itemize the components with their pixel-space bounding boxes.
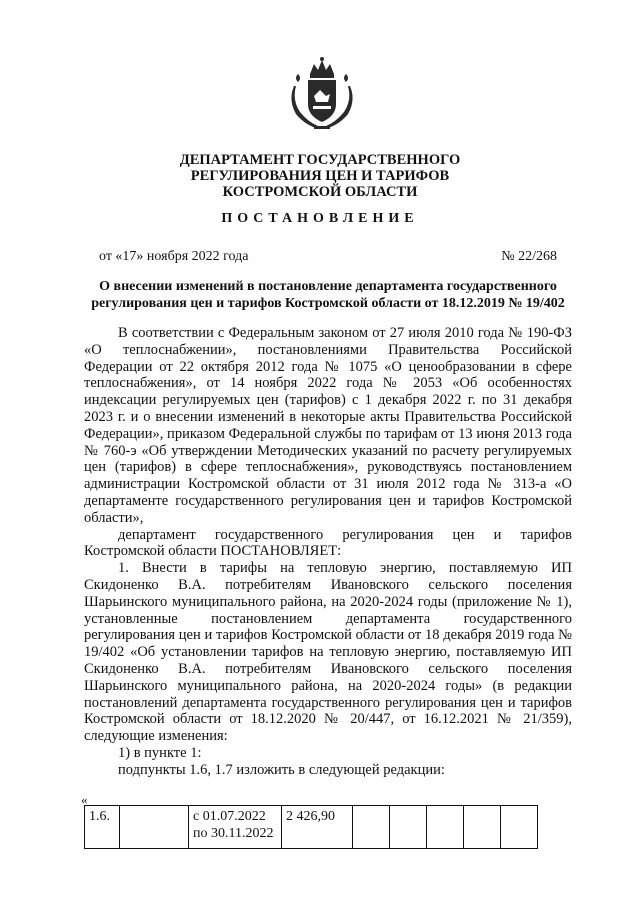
table-cell-empty — [120, 806, 189, 849]
body-paragraph-subitems-text: подпункты 1.6, 1.7 изложить в следующей редакции: — [118, 761, 445, 778]
body-paragraph-resolves: департамент государственного регулирования цен и тарифов Костромской области ПОСТАНОВЛЯЕТ: — [84, 526, 572, 560]
period-to: по 30.11.2022 — [193, 826, 274, 841]
table-cell-empty — [464, 806, 501, 849]
table-cell-empty — [390, 806, 427, 849]
department-name-line-3: КОСТРОМСКОЙ ОБЛАСТИ — [222, 184, 418, 200]
body-paragraph-preamble: В соответствии с Федеральным законом от 27 июля 2010 года № 190-ФЗ «О теплоснабжении», постановлениями Правительства Российской Федерации от 22 октября 2012 года № 1075 «О ценообразовании в сфере теплоснабжения», от 14 ноября 2022 года № 2053 «Об особенностях индексации регулируемых цен (тарифов) с 1 декабря 2022 г. по 31 декабря 2023 г. и о внесении изменений в некоторые акты Правительства Российской Федерации», приказом Федеральной службы по тарифам от 13 июня 2013 года № 760-э «Об утверждении Методических указаний по расчету регулируемых цен (тарифов) в сфере теплоснабжения», руководствуясь постановлением администрации Костромской области от 31 июля 2012 года № 313-а «О департаменте государственного регулирования цен и тарифов Костромской области», — [84, 325, 572, 526]
table-row — [85, 806, 538, 849]
table-cell-empty — [353, 806, 390, 849]
document-type-heading: ПОСТАНОВЛЕНИЕ — [221, 211, 419, 226]
opening-quote-mark: « — [81, 792, 88, 807]
tariff-table — [84, 805, 538, 849]
table-cell-empty — [427, 806, 464, 849]
table-cell-item: 1.6. — [85, 806, 120, 849]
document-body — [84, 325, 572, 779]
document-date: от «17» ноября 2022 года — [99, 249, 249, 264]
period-from: с 01.07.2022 — [193, 809, 266, 824]
subject-line-2: регулирования цен и тарифов Костромской области от 18.12.2019 № 19/402 — [91, 296, 565, 311]
subject-line-1: О внесении изменений в постановление департамента государственного — [99, 279, 557, 294]
coat-of-arms-emblem — [290, 56, 354, 132]
table-cell-tariff: 2 426,90 — [282, 806, 353, 849]
body-paragraph-item-1: 1. Внести в тарифы на тепловую энергию, поставляемую ИП Скидоненко В.А. потребителям Ивановского сельского поселения Шарьинского муниципального района, на 2020-2024 годы (приложение № 1), установленные постановлением департамента государственного регулирования цен и тарифов Костромской области от 18 декабря 2019 года № 19/402 «Об установлении тарифов на тепловую энергию, поставляемую ИП Скидоненко В.А. потребителям Ивановского сельского поселения Шарьинского муниципального района, на 2020-2024 годы» (в редакции постановлений департамента государственного регулирования цен и тарифов Костромской области от 18.12.2020 № 20/447, от 16.12.2021 № 21/359), следующие изменения: — [84, 560, 572, 745]
table-cell-period — [189, 806, 282, 849]
department-name-line-2: РЕГУЛИРОВАНИЯ ЦЕН И ТАРИФОВ — [190, 168, 450, 184]
department-name — [0, 152, 640, 200]
body-paragraph-subitem: 1) в пункте 1: — [118, 744, 202, 761]
document-subject — [84, 278, 572, 312]
document-number: № 22/268 — [501, 249, 557, 264]
department-name-line-1: ДЕПАРТАМЕНТ ГОСУДАРСТВЕННОГО — [179, 152, 461, 168]
table-cell-empty — [501, 806, 538, 849]
